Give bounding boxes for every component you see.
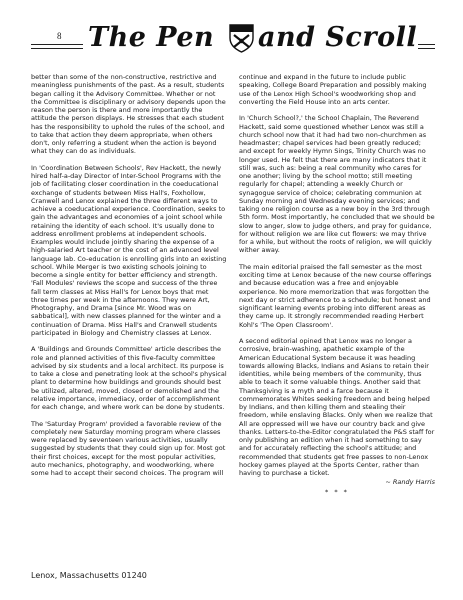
paragraph: better than some of the non-constructive, restrictive and meaningless punishments of the past. As a result, students began calling it the Advisory Committee. Whether or not the Committee is disciplinary or advisory depends upon the reason the person is there and more importantly the attitude the person displays. He stresses that each student has the responsibility to uphold the rules of the school, and to take that action they deem appropriate, when others don't, only referring a student when the action is beyond what they can do as individuals. [31,73,226,156]
masthead-rule-right-bottom [418,48,435,49]
masthead-title-right: and Scroll [258,22,418,53]
paragraph: continue and expand in the future to include public speaking, College Board Preparation and possibly making use of the Lenox High School's woodworking shop and converting the Field House into an arts center. [239,73,427,106]
column-right [239,73,435,563]
paragraph: The 'Saturday Program' provided a favorable review of the completely new Saturday morning program where classes were replaced by seventeen various activities, usually suggested by students that they could sign up for. Most got their first choices, except for the most popular activities, auto mechanics, photography, and woodworking, where some had to accept their second choices. The program will [31,419,226,477]
paragraph: In 'Coordination Between Schools', Rev Hackett, the newly hired half-a-day Director of Inter-School Programs with the job of facilitating closer coordination in the coeducational exchange of students between Miss Hall's, Foxhollow, Cranwell and Lenox explained the three different ways to achieve a coeducational experience. Coordination, seeks to gain the advantages and economies of a joint school while retaining the identity of each school. It's usually done to address enrollment problems at independent schools. Examples would include jointly sharing the expense of a high-salaried Art teacher or the cost of an advanced level language lab. Co-education is enrolling girls into an existing school. While Merger is two existing schools joining to become a single entity for better efficiency and strength. 'Fall Modules' reviews the scope and success of the three fall term classes at Miss Hall's for Lenox boys that met three times per week in the afternoons. They were Art, Photography, and Drama [since Mr. Wood was on sabbatical], with new classes planned for the winter and a continuation of Drama. Miss Hall's and Cranwell students participated in Biology and Chemistry classes at Lenox. [31,163,227,337]
column-left [31,73,227,563]
paragraph: In 'Church School?,' the School Chaplain, The Reverend Hackett, said some questioned whether Lenox was still a church school now that it had had two non-churchmen as headmaster; chapel services had been greatly reduced; and except for weekly Hymn Sings, Trinity Church was no longer used. He felt that there are many indicators that it still was, such as: being a real community who cares for one another; living by the school motto; still meeting regularly for chapel; attending a weekly Church or synagogue service of choice; celebrating communion at Sunday morning and Wednesday evening services; and taking one religion course as a new boy in the 3rd through 5th form. Most importantly, he concluded that we should be slow to anger, slow to judge others, and pray for guidance, for without religion we are like cut flowers: we may thrive for a while, but without the roots of religion, we will quickly wither away. [239,114,435,255]
masthead [0,0,463,70]
section-separator: * * * [325,487,349,496]
masthead-rule-left-bottom [31,48,83,49]
page-number: 8 [57,31,62,41]
footer-location: Lenox, Massachusetts 01240 [31,571,147,580]
masthead-rule-left-top [31,44,83,45]
paragraph: A 'Buildings and Grounds Committee' article describes the role and planned activities of this five-faculty committee advised by six students and a local architect. Its purpose is to take a close and penetrating look at the school's physical plant to determine how buildings and grounds should best be utilized, altered, moved, closed or demolished and the relative importance, immediacy, order of accomplishment for each change, and where work can be done by students. [31,345,227,411]
paragraph: A second editorial opined that Lenox was no longer a corrosive, brain-washing, apathetic example of the American Educational System because it was heading towards allowing Blacks, Indians and Asians to retain their identities, while being members of the community, thus able to teach it some valuable things. Another said that Thanksgiving is a myth and a farce because it commemorates Whites seeking freedom and being helped by Indians, and then killing them and stealing their freedom, while enslaving Blacks. Only when we realize that All are oppressed will we have our country back and give thanks. Letters-to-the-Editor congratulated the P&S staff for only publishing an edition when it had something to say and for accurately reflecting the school's attitude; and recommended that students get free passes to non-Lenox hockey games played at the Sports Center, rather than having to purchase a ticket. [239,337,435,477]
crest-icon [228,23,255,53]
masthead-title-left: The Pen [88,22,215,53]
author-byline: ~ Randy Harris [385,477,435,486]
paragraph: The main editorial praised the fall semester as the most exciting time at Lenox because of the new course offerings and because education was a free and enjoyable experience. No more memorization that was forgotten the next day or strict adherence to a schedule; but honest and significant learning events probing into different areas as they came up. It strongly recommended reading Herbert Kohl's 'The Open Classroom'. [239,262,432,329]
masthead-rule-right-top [418,44,435,45]
article-body [31,73,435,563]
